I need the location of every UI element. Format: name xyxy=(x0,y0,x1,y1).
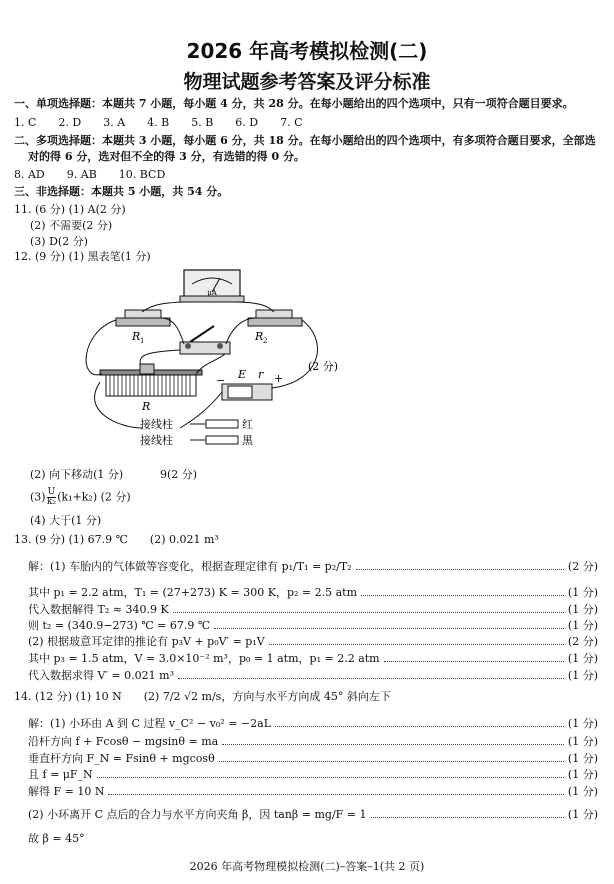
switch-icon xyxy=(180,326,230,354)
r1-sub: 1 xyxy=(140,337,145,345)
q14-row: 解得 F = 10 N (1 分) xyxy=(28,785,598,798)
sec1-heading: 一、单项选择题：本题共 7 小题，每小题 4 分，共 28 分。在每小题给出的四个选项中，只有一项符合题目要求。 xyxy=(14,97,574,110)
q14-row: 垂直杆方向 F_N = Fsinθ + mgcosθ (1 分) xyxy=(28,752,598,765)
q12-line4: (4) 大于(1 分) xyxy=(30,514,102,527)
resistor-r2 xyxy=(248,310,302,326)
q12-line3-rest: (k₁+k₂) (2 分) xyxy=(57,490,131,504)
circuit-diagram xyxy=(80,262,400,460)
q12-line2a: (2) 向下移动(1 分) xyxy=(30,468,124,481)
battery-r: r xyxy=(258,368,264,381)
svg-text:μA: μA xyxy=(207,289,217,297)
q14-head: 14. (12 分) (1) 10 N (2) 7/2 √2 m/s，方向与水平方向成 45° 斜向左下 xyxy=(14,690,391,703)
q13-head: 13. (9 分) (1) 67.9 ℃ (2) 0.021 m³ xyxy=(14,533,219,546)
q11-line1: 11. (6 分) (1) A(2 分) xyxy=(14,203,126,216)
q13-row: 代入数据求得 V′ = 0.021 m³ (1 分) xyxy=(28,669,598,682)
q14-row: 且 f = μF_N (1 分) xyxy=(28,768,598,781)
q11-line2: (2) 不需要(2 分) xyxy=(30,219,113,232)
battery-plus: + xyxy=(274,372,284,385)
q13-row: 其中 p₁ = 2.2 atm，T₁ = (27+273) K = 300 K，p₂ = 2.5 atm (1 分) xyxy=(28,586,598,599)
microammeter-icon xyxy=(180,270,244,302)
q12-line3 xyxy=(30,488,131,507)
q14-row: (2) 小环离开 C 点后的合力与水平方向夹角 β，因 tanβ = mg/F = 1 (1 分) xyxy=(28,808,598,821)
q12-line1: 12. (9 分) (1) 黑表笔(1 分) xyxy=(14,250,151,263)
black-label: 黑 xyxy=(242,434,253,447)
q12-fraction xyxy=(47,488,57,507)
q14-row: 解：(1) 小环由 A 到 C 过程 v_C² − v₀² = −2aL (1 分) xyxy=(28,717,598,730)
sec2-heading-1: 二、多项选择题：本题共 3 小题，每小题 6 分，共 18 分。在每小题给出的四个选项中，有多项符合题目要求，全部选 xyxy=(14,134,596,147)
diagram-score: (2 分) xyxy=(308,360,339,373)
battery-e: E xyxy=(238,368,247,381)
battery-icon xyxy=(222,384,272,400)
post1-label: 接线柱 xyxy=(140,418,173,431)
rheostat-label: R xyxy=(142,400,151,413)
r2-label: R xyxy=(255,330,264,343)
q14-row: 沿杆方向 f + Fcosθ − mgsinθ = ma (1 分) xyxy=(28,735,598,748)
doc-subtitle: 物理试题参考答案及评分标准 xyxy=(183,71,431,93)
sec3-heading: 三、非选择题：本题共 5 小题，共 54 分。 xyxy=(14,185,229,198)
sec1-answers: 1. C 2. D 3. A 4. B 5. B 6. D 7. C xyxy=(14,116,303,129)
r1-label: R xyxy=(132,330,141,343)
battery-minus: − xyxy=(216,374,226,387)
r2-sub: 2 xyxy=(263,337,268,345)
frac-num: U xyxy=(47,487,56,497)
page-footer: 2026 年高考物理模拟检测(二)–答案–1(共 2 页) xyxy=(189,860,425,873)
sec2-heading-2: 对的得 6 分，选对但不全的得 3 分，有选错的得 0 分。 xyxy=(28,150,305,163)
frac-den: k₂ xyxy=(46,497,56,507)
probe-leads xyxy=(190,420,238,444)
q13-row: 解：(1) 车胎内的气体做等容变化，根据查理定律有 p₁/T₁ = p₂/T₂ (2 分) xyxy=(28,560,598,573)
q14-last: 故 β = 45° xyxy=(28,832,85,845)
q12-line2b: 9(2 分) xyxy=(160,468,198,481)
q13-row: (2) 根据玻意耳定律的推论有 p₃V + p₀V′ = p₁V (2 分) xyxy=(28,635,598,648)
doc-title: 2026 年高考模拟检测(二) xyxy=(186,39,428,63)
q12-line3-prefix: (3) xyxy=(30,490,46,504)
rheostat-icon xyxy=(100,364,202,396)
sec2-answers: 8. AD 9. AB 10. BCD xyxy=(14,168,166,181)
q13-row: 其中 p₃ = 1.5 atm，V = 3.0×10⁻² m³，p₀ = 1 atm，p₁ = 2.2 atm (1 分) xyxy=(28,652,598,665)
post2-label: 接线柱 xyxy=(140,434,173,447)
q11-line3: (3) D(2 分) xyxy=(30,235,88,248)
red-label: 红 xyxy=(242,418,253,431)
q13-row: 代入数据解得 T₂ ≈ 340.9 K (1 分) xyxy=(28,603,598,616)
q13-row: 则 t₂ = (340.9−273) ℃ = 67.9 ℃ (1 分) xyxy=(28,619,598,632)
